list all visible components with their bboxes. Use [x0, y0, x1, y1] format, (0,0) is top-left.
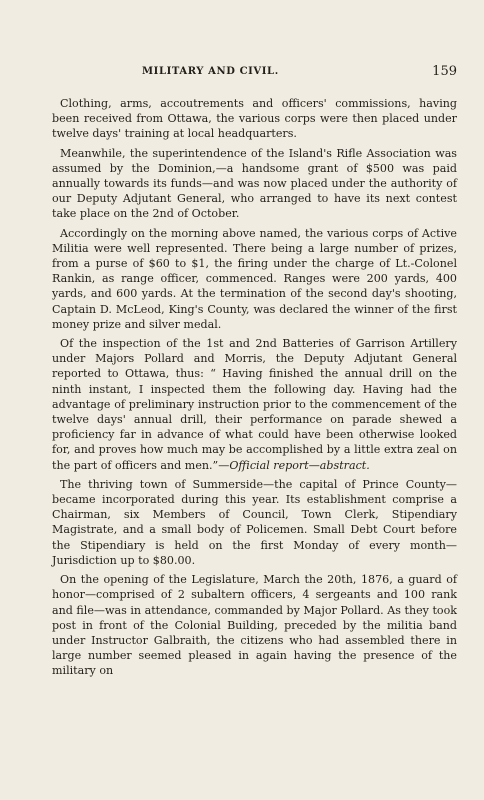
paragraph-rifle-association: Meanwhile, the superintendence of the Island's Rifle Association was assumed by the Dominion,—a handsome grant of $500 was paid annually towards its funds—and was now placed under the authority of our Deputy Adjutant General, who arranged to have its next contest take place on the 2nd of October.	[52, 146, 457, 221]
paragraph-range-shooting: Accordingly on the morning above named, the various corps of Active Militia were well represented. There being a large number of prizes, from a purse of $60 to $1, the firing under the charge of Lt.-Colonel Rankin, as range officer, commenced. Ranges were 200 yards, 400 yards, and 600 yards. At the termination of the second day's shooting, Captain D. McLeod, King's County, was declared the winner of the first money prize and silver medal.	[52, 226, 457, 331]
artillery-inspection-text: Of the inspection of the 1st and 2nd Batteries of Garrison Artillery under Majors Pollard and Morris, the Deputy Adjutant General reported to Ottawa, thus: “ Having finished the annual drill on the ninth instant, I inspected them the following day. Having had the advantage of preliminary instruction prior to the commencement of the twelve days' annual drill, their performance on parade shewed a proficiency far in advance of what could have been otherwise looked for, and proves how much may be accomplished by a little extra zeal on the part of officers and men.”—	[52, 337, 457, 472]
paragraph-clothing: Clothing, arms, accoutrements and officers' commissions, having been received from Ottawa, the various corps were then placed under twelve days' training at local headquarters.	[52, 97, 457, 141]
running-head	[52, 64, 457, 84]
body-text	[52, 96, 457, 683]
running-title: MILITARY AND CIVIL.	[142, 66, 279, 77]
paragraph-summerside: The thriving town of Summerside—the capital of Prince County—became incorporated during this year. Its establishment comprise a Chairman, six Members of Council, Town Clerk, Stipendiary Magistrate, and a small body of Policemen. Small Debt Court before the Stipendiary is held on the first Monday of every month—Jurisdiction up to $80.00.	[52, 477, 457, 567]
official-report-citation: Official report—abstract.	[229, 458, 370, 472]
paragraph-artillery-inspection	[52, 336, 457, 473]
paragraph-legislature: On the opening of the Legislature, March the 20th, 1876, a guard of honor—comprised of 2 subaltern officers, 4 sergeants and 100 rank and file—was in attendance, commanded by Major Pollard. As they took post in front of the Colonial Building, preceded by the militia band under Instructor Galbraith, the citizens who had assembled there in large number seemed pleased in again having the presence of the military on	[52, 573, 457, 678]
page-number: 159	[432, 64, 457, 79]
